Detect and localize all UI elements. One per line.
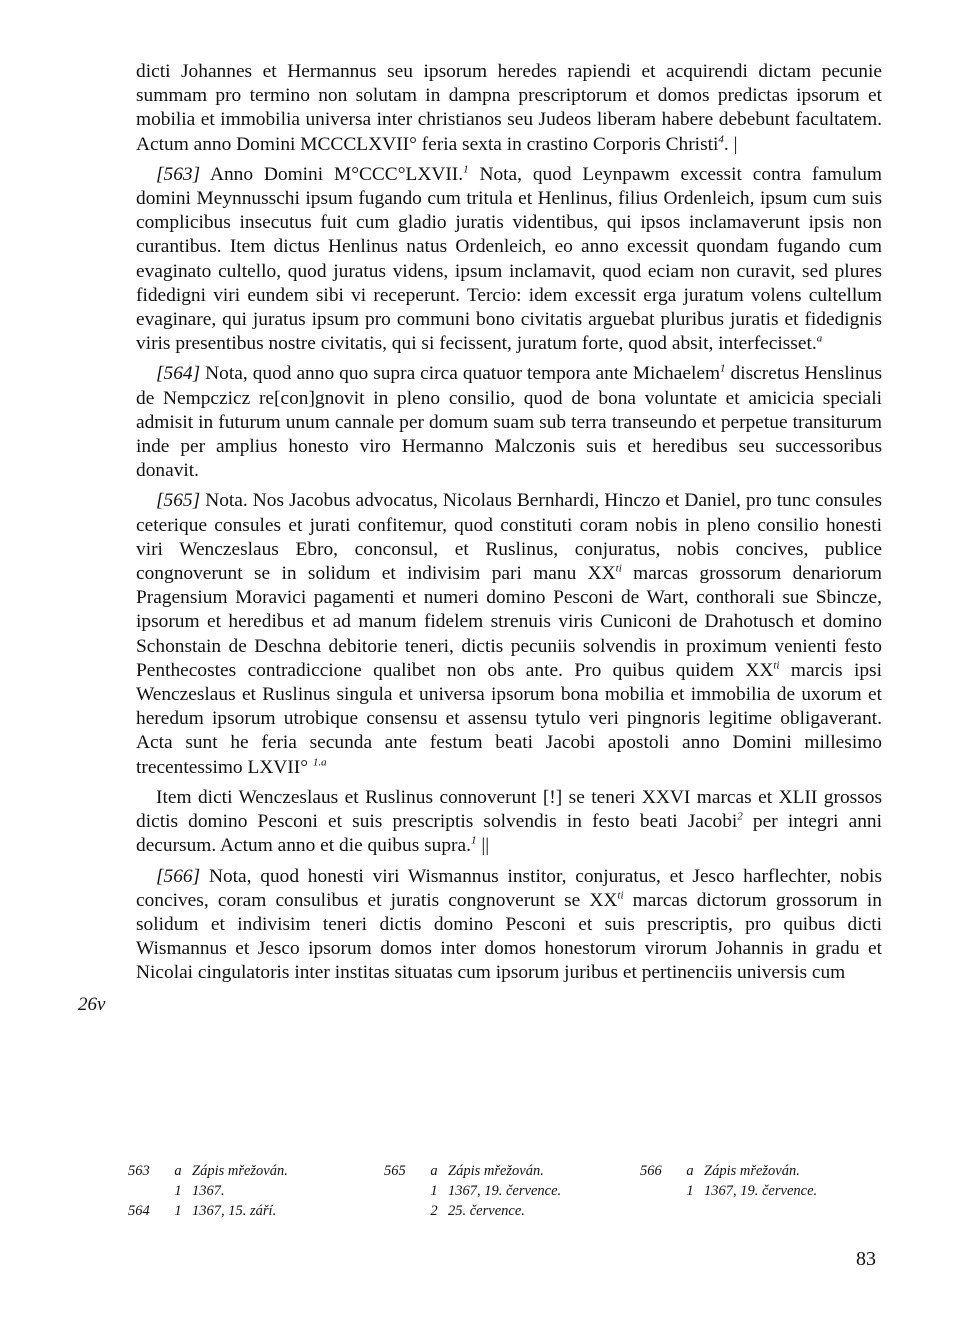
entry-564: [564] Nota, quod anno quo supra circa quatuor tempora ante Michaelem$^1$ discretus Henslinus de Nempczicz re[con]gnovit in pleno consilio, quod de bona voluntate et amicicia speciali admisit in futurum unum cannale per domum suam sub terra transeundo et perpetue transiturum inde per amplius honesto viro Hermanno Malczonis suis et heredibus seu successoribus donavit. [136,362,882,482]
footnotes [128,1161,888,1221]
entry-number: [565] [156,490,201,512]
entry-563: [563] Anno Domini M°CCC°LXVII.$^1$ Nota, quod Leynpawm excessit contra famulum domini Meynnusschi ipsum fugando cum tritula et Henlinus, filius Ordenleich, ipsum cum suis complicibus insecutus fuit cum gladio juratis videntibus, qui ipsos inclamaverunt ipsis non curantibus. Item dictus Henlinus natus Ordenleich, eo anno excessit quondam fugando cum evaginato cultello, quod juratus videns, ipsum inclamavit, quod eciam non curavit, sed plures fidedigni viri eundem sibi vi receperunt. Tercio: idem excessit erga juratum volens cultellum evaginare, qui juratus ipsum pro communi bono civitatis arguebat pluribus juratis et fidedignis viris presentibus nostre civitatis, qui si fecissent, juratum forte, quod absit, interfecisset.$^a$ [136,163,882,355]
page-number: 83 [856,1248,876,1270]
entry-565: [565] Nota. Nos Jacobus advocatus, Nicolaus Bernhardi, Hinczo et Daniel, pro tunc consules ceterique consules et jurati confitemur, quod constituti coram nobis in pleno consilio honesti viri Wenczeslaus Ebro, conconsul, et Ruslinus, conjuratus, nobis concives, publice congnoverunt se in solidum et indivisim pari manu $XX^{ti}$ marcas grossorum denariorum Pragensium Moravici pagamenti et numeri domino Pesconi de Wart, conthorali sue Sbincze, ipsorum et heredibus et ad manum fidelem strenuis viris Cuniconi de Drahotusch et domino Schonstain de Deschna debitorie teneri, dictis pecuniis solvendis in proximum venienti festo Penthecostes contradiccione qualibet non obs ante. Pro quibus quidem $XX^{ti}$ marcis ipsi Wenczeslaus et Ruslinus singula et universa ipsorum bona mobilia et immobilia de uxorum et heredum ipsorum utrobique consensu et assensu tytulo veri pingnoris legitime obligaverant. Acta sunt he feria secunda ante festum beati Jacobi apostoli anno Domini millesimo trecentessimo LXVII° $^{1.a}$ [136,490,882,778]
entry-number: [566] [156,865,201,887]
entry-565-item: Item dicti Wenczeslaus et Ruslinus connoverunt [!] se teneri XXVI marcas et XLII grossos dictis domino Pesconi et suis prescriptis solvendis in festo beati Jacobi$^2$ per integri anni decursum. Actum anno et die quibus supra.$^1$ || [136,786,882,857]
footnote-row: 564 1 1367, 15. září. 2 25. července. [128,1203,525,1219]
footnote-row: 563 a Zápis mřežován. 565 a Zápis mřežován. 566 a Zápis mřežován. [128,1163,800,1179]
entry-number: [563] [156,163,201,185]
entry-566: [566] Nota, quod honesti viri Wismannus institor, conjuratus, et Jesco harflechter, nobis concives, coram consulibus et juratis congnoverunt se $XX^{ti}$ marcas dictorum grossorum in solidum et indivisim teneri dictis domino Pesconi et suis prescriptis, pro quibus dicti Wismannus et Jesco ipsorum domos inter domos honestorum virorum Johannis in gradu et Nicolai cingulatoris inter institas situatas cum ipsorum juribus et pertinenciis universis cum [136,865,882,984]
folio-margin-note: 26v [78,994,106,1015]
entry-number: [564] [156,363,201,385]
paragraph-continuation: dicti Johannes et Hermannus seu ipsorum heredes rapiendi et acquirendi dictam pecunie summam pro termino non solutam in dampna prescriptorum et domos predictas ipsorum et mobilia et immobilia universa inter christianos seu Judeos liberam habere debebunt facultatem. Actum anno Domini MCCCLXVII° feria sexta in crastino Corporis Christi$^4$. | [136,61,882,155]
footnote-row: 1 1367. 1 1367, 19. července. 1 1367, 19. července. [174,1183,818,1199]
main-text [136,60,882,992]
